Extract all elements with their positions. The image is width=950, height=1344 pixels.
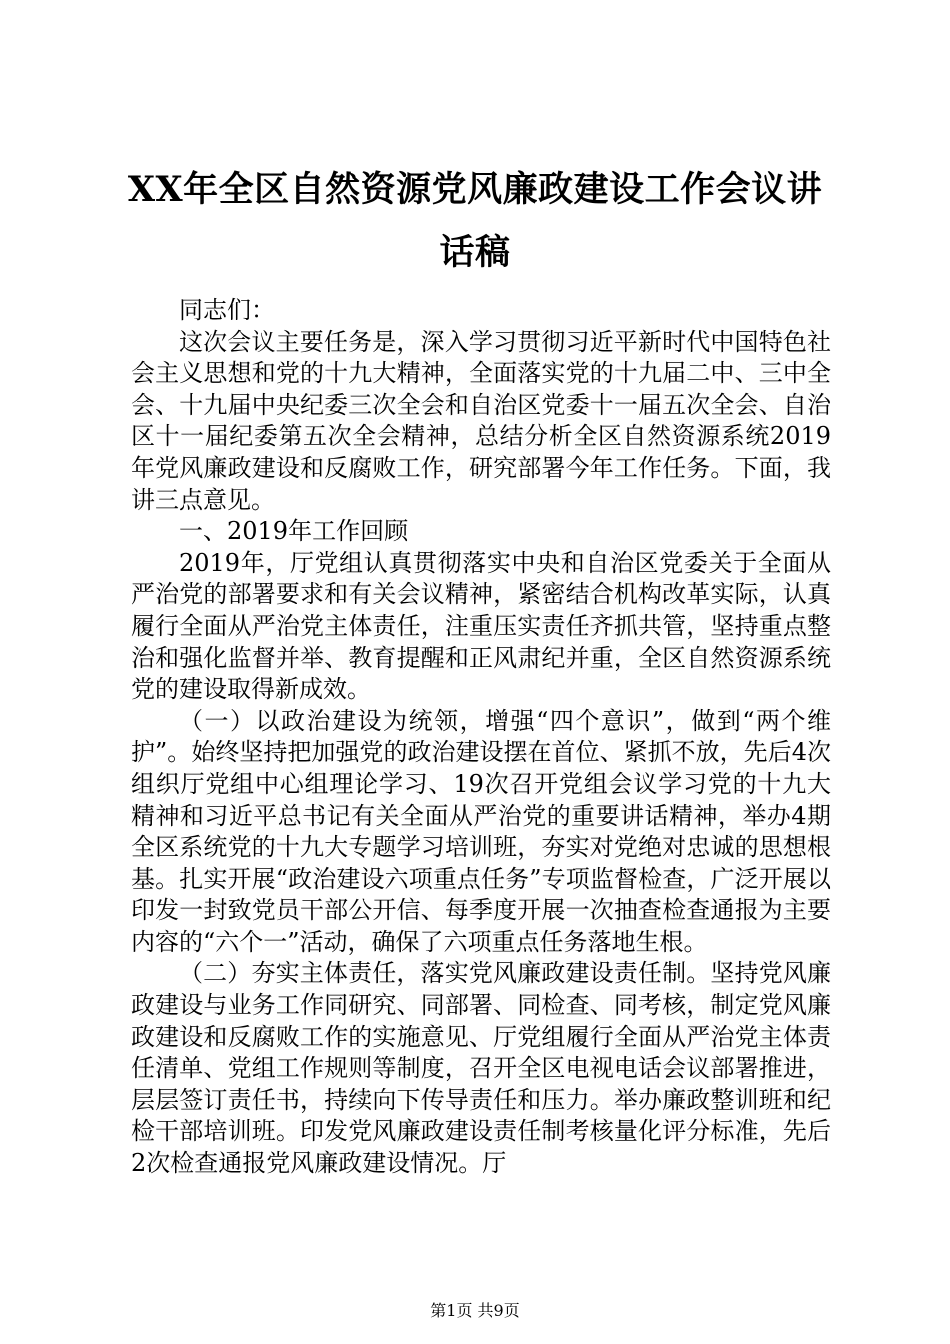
document-title: XX年全区自然资源党风廉政建设工作会议讲话稿 bbox=[127, 169, 823, 273]
subsection-2-paragraph: （二）夯实主体责任，落实党风廉政建设责任制。坚持党风廉政建设与业务工作同研究、同部署、同检查、同考核，制定党风廉政建设和反腐败工作的实施意见、厅党组履行全面从严治党主体责任清单、党组工作规则等制度，召开全区电视电话会议部署推进，层层签订责任书，持续向下传导责任和压力。举办廉政整训班和纪检干部培训班。印发党风廉政建设责任制考核量化评分标准，先后2次检查通报党风廉政建设情况。厅 bbox=[131, 959, 831, 1178]
subsection-1-paragraph: （一）以政治建设为统领，增强“四个意识”，做到“两个维护”。始终坚持把加强党的政治建设摆在首位、紧抓不放，先后4次组织厅党组中心组理论学习、19次召开党组会议学习党的十九大精神和习近平总书记有关全面从严治党的重要讲话精神，举办4期全区系统党的十九大专题学习培训班，夯实对党绝对忠诚的思想根基。扎实开展“政治建设六项重点任务”专项监督检查，广泛开展以印发一封致党员干部公开信、每季度开展一次抽查检查通报为主要内容的“六个一”活动，确保了六项重点任务落地生根。 bbox=[131, 706, 831, 956]
salutation-paragraph: 同志们： bbox=[179, 296, 275, 324]
review-paragraph: 2019年，厅党组认真贯彻落实中央和自治区党委关于全面从严治党的部署要求和有关会议精神，紧密结合机构改革实际，认真履行全面从严治党主体责任，注重压实责任齐抓共管，坚持重点整治和强化监督并举、教育提醒和正风肃纪并重，全区自然资源系统党的建设取得新成效。 bbox=[131, 548, 831, 704]
page-footer: 第1页 共9页 bbox=[430, 1301, 520, 1320]
document-body bbox=[131, 295, 831, 1180]
section-heading: 一、2019年工作回顾 bbox=[179, 517, 409, 546]
intro-paragraph: 这次会议主要任务是，深入学习贯彻习近平新时代中国特色社会主义思想和党的十九大精神，全面落实党的十九届二中、三中全会、十九届中央纪委三次全会和自治区党委十一届五次全会、自治区十一届纪委第五次全会精神，总结分析全区自然资源系统2019年党风廉政建设和反腐败工作，研究部署今年工作任务。下面，我讲三点意见。 bbox=[131, 327, 831, 514]
